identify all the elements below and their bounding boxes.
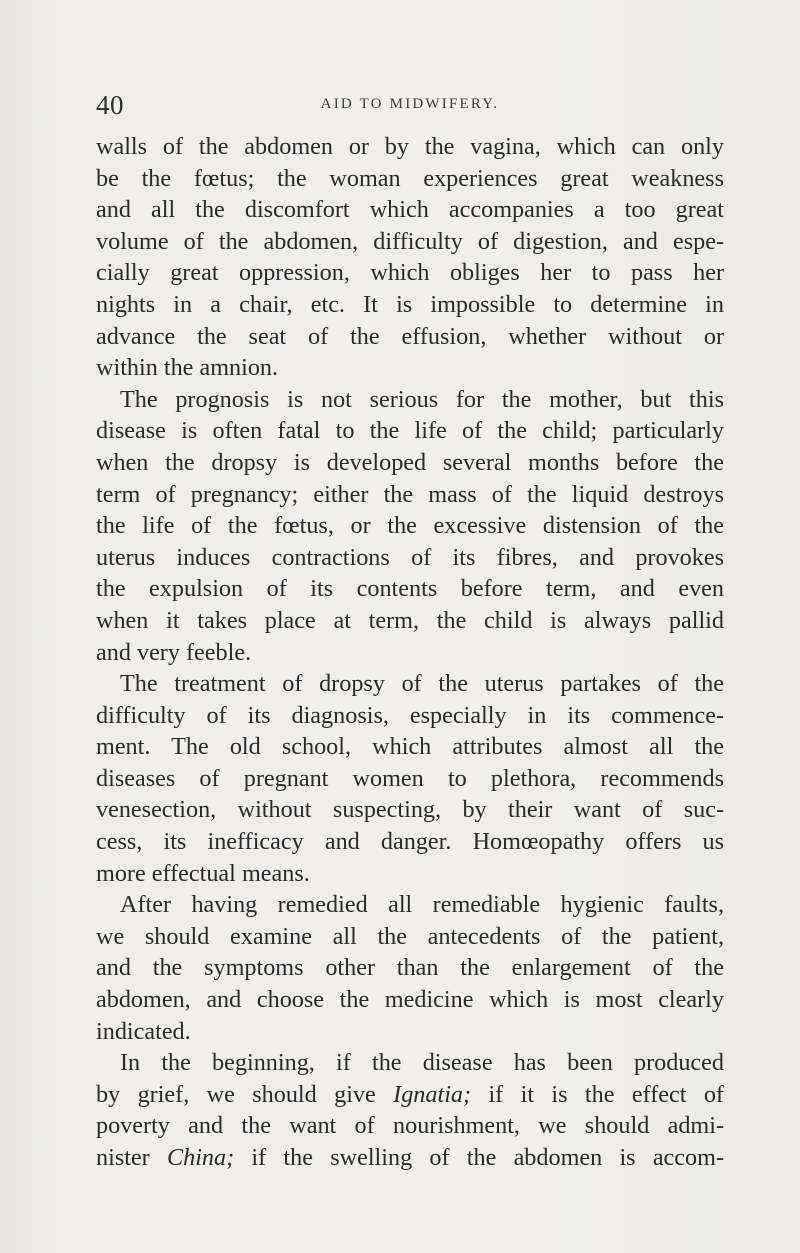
- text-line: cess, its inefficacy and danger. Homœopathy offers us: [96, 828, 724, 856]
- text-line: advance the seat of the effusion, whether without or: [96, 322, 724, 350]
- paragraph-5: [96, 1047, 724, 1173]
- paragraph-4: [96, 889, 724, 1047]
- text-line: the expulsion of its contents before term, and even: [96, 575, 724, 603]
- text-line: [96, 1142, 724, 1174]
- paragraph-1: [96, 131, 724, 384]
- text-line: and very feeble.: [96, 638, 252, 666]
- text-line: term of pregnancy; either the mass of the liquid destroys: [96, 480, 724, 508]
- text-run: nister: [96, 1144, 167, 1171]
- paragraph-3: [96, 668, 724, 889]
- text-line: disease is often fatal to the life of the child; particularly: [96, 417, 724, 445]
- text-line: The prognosis is not serious for the mother, but this: [120, 385, 724, 413]
- page-body: [96, 131, 724, 1174]
- text-line: diseases of pregnant women to plethora, recommends: [96, 764, 724, 792]
- text-line: difficulty of its diagnosis, especially in its commence-: [96, 701, 724, 729]
- running-title: AID TO MIDWIFERY.: [320, 96, 500, 112]
- text-line: more effectual means.: [96, 859, 310, 887]
- text-line: The treatment of dropsy of the uterus partakes of the: [120, 670, 724, 698]
- text-line: In the beginning, if the disease has been produced: [120, 1049, 724, 1077]
- text-line: and the symptoms other than the enlargement of the: [96, 954, 724, 982]
- text-line: indicated.: [96, 1017, 191, 1045]
- text-line: nights in a chair, etc. It is impossible to determine in: [96, 290, 724, 318]
- text-run: if the swelling of the abdomen is accom-: [234, 1144, 724, 1171]
- text-line: venesection, without suspecting, by their want of suc-: [96, 796, 724, 824]
- text-line: cially great oppression, which obliges her to pass her: [96, 259, 724, 287]
- text-line: abdomen, and choose the medicine which is most clearly: [96, 986, 724, 1014]
- page-number: 40: [96, 90, 124, 120]
- text-line: be the fœtus; the woman experiences great weakness: [96, 164, 724, 192]
- text-line: when it takes place at term, the child is always pallid: [96, 606, 724, 634]
- text-line: and all the discomfort which accompanies a too great: [96, 196, 724, 224]
- text-line: volume of the abdomen, difficulty of digestion, and espe-: [96, 227, 724, 255]
- text-line: ment. The old school, which attributes almost all the: [96, 733, 724, 761]
- text-run: if it is the effect of: [471, 1080, 724, 1108]
- paragraph-2: [96, 384, 724, 668]
- text-line: poverty and the want of nourishment, we should admi-: [96, 1112, 724, 1140]
- text-line: [96, 1079, 724, 1111]
- text-line: within the amnion.: [96, 354, 279, 382]
- remedy-china: China;: [166, 1144, 235, 1171]
- text-line: when the dropsy is developed several months before the: [96, 448, 724, 476]
- remedy-ignatia: Ignatia;: [393, 1080, 472, 1108]
- text-line: uterus induces contractions of its fibres, and provokes: [96, 543, 724, 571]
- text-line: the life of the fœtus, or the excessive distension of the: [96, 512, 724, 540]
- text-line: After having remedied all remediable hygienic faults,: [120, 891, 724, 919]
- page-header: [96, 90, 724, 120]
- text-line: we should examine all the antecedents of the patient,: [96, 922, 724, 950]
- text-line: walls of the abdomen or by the vagina, which can only: [96, 133, 724, 160]
- text-run: by grief, we should give: [96, 1080, 394, 1108]
